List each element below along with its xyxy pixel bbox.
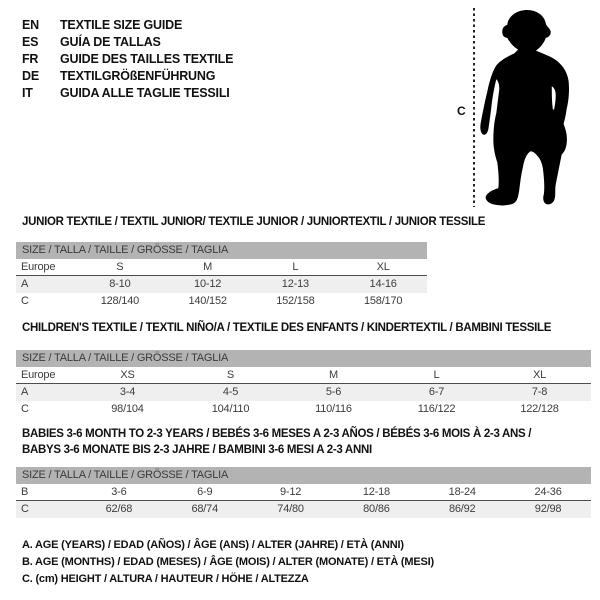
babies-table-title-line2: BABYS 3-6 MONATE BIS 2-3 JAHRE / BAMBINI 3-6 MESI A 2-3 ANNI xyxy=(22,444,372,456)
size-cell: 6-9 xyxy=(197,486,213,498)
size-header-bar: SIZE / TALLA / TAILLE / GRÖSSE / TAGLIA xyxy=(16,350,591,367)
lang-row-it xyxy=(22,85,233,102)
size-cell: 3-4 xyxy=(119,386,136,398)
size-cell: 98/104 xyxy=(111,403,144,415)
children-table-title: CHILDREN'S TEXTILE / TEXTIL NIÑO/A / TEXTILE DES ENFANTS / KINDERTEXTIL / BAMBINI TESSILE xyxy=(22,322,552,334)
height-measure-label: C xyxy=(457,104,466,118)
size-cell: 18-24 xyxy=(448,486,476,498)
table-row xyxy=(16,384,591,401)
size-cell: 6-7 xyxy=(428,386,445,398)
lang-code: FR xyxy=(22,52,39,66)
size-cell: 116/122 xyxy=(417,403,456,415)
size-cell: 12-13 xyxy=(281,278,309,290)
lang-code: IT xyxy=(22,86,33,100)
row-label: A xyxy=(21,278,29,290)
junior-table-title: JUNIOR TEXTILE / TEXTIL JUNIOR/ TEXTILE JUNIOR / JUNIORTEXTIL / JUNIOR TESSILE xyxy=(22,216,486,228)
size-cell: 10-12 xyxy=(194,278,222,290)
size-cell: 24-36 xyxy=(534,486,562,498)
size-cell: M xyxy=(329,369,338,381)
lang-code: EN xyxy=(22,18,39,32)
size-cell: 14-16 xyxy=(369,278,397,290)
size-cell: 140/152 xyxy=(188,295,227,307)
table-row xyxy=(16,276,427,293)
lang-label: TEXTILE SIZE GUIDE xyxy=(60,18,183,32)
size-cell: 152/158 xyxy=(276,295,315,307)
junior-size-table xyxy=(16,242,427,310)
table-row xyxy=(16,259,427,276)
size-cell: 7-8 xyxy=(531,386,548,398)
size-cell: 74/80 xyxy=(277,503,304,515)
row-label: Europe xyxy=(21,261,56,273)
legend-line-c: C. (cm) HEIGHT / ALTURA / HAUTEUR / HÖHE / ALTEZZA xyxy=(22,573,309,585)
size-cell: S xyxy=(226,369,235,381)
table-row xyxy=(16,484,591,501)
row-label: C xyxy=(21,503,29,515)
children-size-table xyxy=(16,350,591,418)
size-header-bar: SIZE / TALLA / TAILLE / GRÖSSE / TAGLIA xyxy=(16,242,427,259)
table-row xyxy=(16,401,591,418)
table-row xyxy=(16,293,427,310)
table-row xyxy=(16,367,591,384)
size-header-bar: SIZE / TALLA / TAILLE / GRÖSSE / TAGLIA xyxy=(16,467,591,484)
height-measure-dotted-line xyxy=(473,8,475,207)
lang-row-es xyxy=(22,34,233,51)
lang-label: GUIDA ALLE TAGLIE TESSILI xyxy=(60,86,230,100)
size-cell: 128/140 xyxy=(100,295,140,307)
babies-table-title-line1: BABIES 3-6 MONTH TO 2-3 YEARS / BEBÉS 3-6 MESES A 2-3 AÑOS / BÉBÉS 3-6 MOIS À 2-3 ANS / xyxy=(22,428,532,440)
size-cell: 80/86 xyxy=(363,503,390,515)
size-cell: 4-5 xyxy=(222,386,239,398)
size-cell: 9-12 xyxy=(279,486,302,498)
row-label: A xyxy=(21,386,29,398)
row-label: C xyxy=(21,295,29,307)
size-cell: 8-10 xyxy=(109,278,131,290)
row-label: Europe xyxy=(21,369,56,381)
lang-label: GUÍA DE TALLAS xyxy=(60,35,161,49)
size-cell: 110/116 xyxy=(315,403,352,415)
toddler-silhouette-icon xyxy=(479,6,581,210)
size-cell: 3-6 xyxy=(111,486,127,498)
lang-code: ES xyxy=(22,35,39,49)
lang-row-fr xyxy=(22,51,233,68)
size-cell: 62/68 xyxy=(105,503,133,515)
lang-row-de xyxy=(22,68,233,85)
lang-label: GUIDE DES TAILLES TEXTILE xyxy=(60,52,234,66)
table-row xyxy=(16,501,591,518)
size-cell: 104/110 xyxy=(211,403,250,415)
language-title-block xyxy=(22,17,233,102)
lang-label: TEXTILGRÖßENFÜHRUNG xyxy=(60,69,216,83)
size-cell: XL xyxy=(532,369,547,381)
legend-line-a: A. AGE (YEARS) / EDAD (AÑOS) / ÂGE (ANS) / ALTER (JAHRE) / ETÀ (ANNI) xyxy=(22,539,404,551)
size-cell: M xyxy=(203,261,213,273)
lang-code: DE xyxy=(22,69,39,83)
measure-legend xyxy=(22,537,434,588)
size-cell: S xyxy=(116,261,124,273)
size-cell: L xyxy=(433,369,440,381)
size-cell: L xyxy=(292,261,299,273)
legend-line-b: B. AGE (MONTHS) / EDAD (MESES) / ÂGE (MOIS) / ALTER (MONATE) / ETÀ (MESI) xyxy=(22,556,434,568)
size-cell: 158/170 xyxy=(363,295,403,307)
size-cell: 92/98 xyxy=(534,503,562,515)
size-cell: 86/92 xyxy=(448,503,476,515)
size-cell: 68/74 xyxy=(191,503,218,515)
size-cell: 5-6 xyxy=(325,386,342,398)
size-cell: 12-18 xyxy=(362,486,390,498)
size-cell: XS xyxy=(120,369,135,381)
row-label: B xyxy=(21,486,29,498)
size-cell: XL xyxy=(376,261,390,273)
row-label: C xyxy=(21,403,29,415)
babies-size-table xyxy=(16,467,591,518)
size-cell: 122/128 xyxy=(520,403,559,415)
lang-row-en xyxy=(22,17,233,34)
